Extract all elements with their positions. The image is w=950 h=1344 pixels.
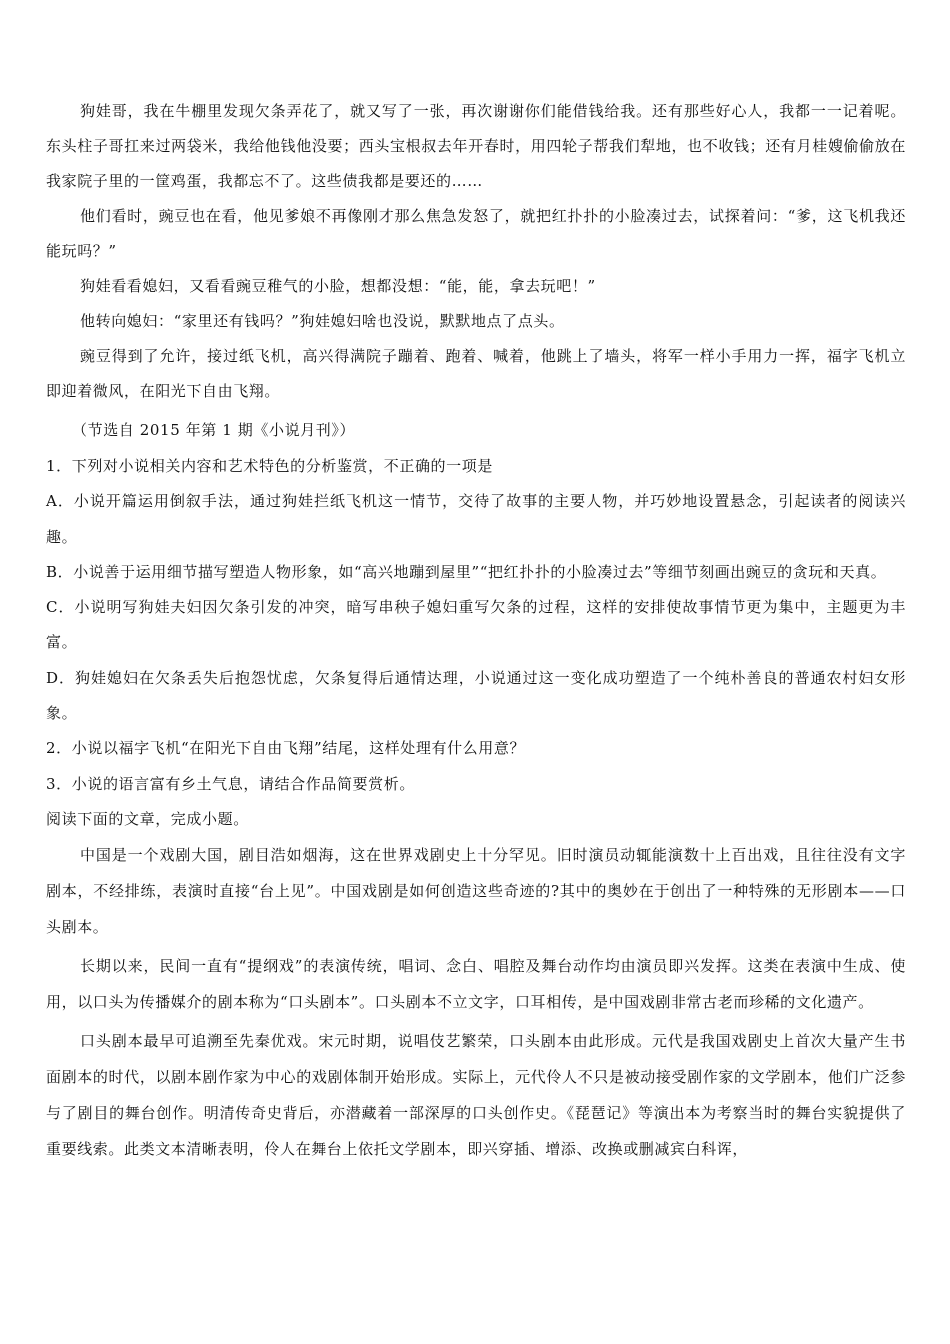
question-3: 3．小说的语言富有乡土气息，请结合作品简要赏析。 (46, 774, 415, 793)
story-paragraph: 他们看时，豌豆也在看，他见爹娘不再像刚才那么焦急发怒了，就把红扑扑的小脸凑过去，试探着问：“爹，这飞机我还能玩吗？” (46, 207, 906, 260)
question-2: 2．小说以福字飞机“在阳光下自由飞翔”结尾，这样处理有什么用意？ (46, 739, 526, 758)
article-paragraph: 口头剧本最早可追溯至先秦优戏。宋元时期，说唱伎艺繁荣，口头剧本由此形成。元代是我国戏剧史上首次大量产生书面剧本的时代，以剧本剧作家为中心的戏剧体制开始形成。实际上，元代伶人不只是被动接受剧作家的文学剧本，他们广泛参与了剧目的舞台创作。明清传奇史背后，亦潜藏着一部深厚的口头创作史。《琵琶记》等演出本为考察当时的舞台实貌提供了重要线索。此类文本清晰表明，伶人在舞台上依托文学剧本，即兴穿插、增添、改换或删减宾白科诨， (46, 1032, 906, 1159)
story-paragraph: 狗娃看看媳妇，又看看豌豆稚气的小脸，想都没想：“能，能，拿去玩吧！” (80, 277, 596, 295)
article-paragraph: 中国是一个戏剧大国，剧目浩如烟海，这在世界戏剧史上十分罕见。旧时演员动辄能演数十上百出戏，且往往没有文字剧本，不经排练，表演时直接“台上见”。中国戏剧是如何创造这些奇迹的?其中的奥妙在于创出了一种特殊的无形剧本——口头剧本。 (46, 846, 906, 937)
document-page (46, 94, 906, 1167)
story-paragraph: 豌豆得到了允许，接过纸飞机，高兴得满院子蹦着、跑着、喊着，他跳上了墙头，将军一样小手用力一挥，福字飞机立即迎着微风，在阳光下自由飞翔。 (46, 347, 906, 400)
story-paragraph: 狗娃哥，我在牛棚里发现欠条弄花了，就又写了一张，再次谢谢你们能借钱给我。还有那些好心人，我都一一记着呢。东头柱子哥扛来过两袋米，我给他钱他没要；西头宝根叔去年开春时，用四轮子帮我们犁地，也不收钱；还有月桂嫂偷偷放在我家院子里的一筐鸡蛋，我都忘不了。这些债我都是要还的…… (46, 102, 906, 190)
question-section (46, 449, 906, 837)
reading-instruction: 阅读下面的文章，完成小题。 (46, 809, 249, 828)
question-1-option-d: D．狗娃媳妇在欠条丢失后抱怨忧虑，欠条复得后通情达理，小说通过这一变化成功塑造了一个纯朴善良的普通农村妇女形象。 (46, 668, 906, 723)
story-source: （节选自 2015 年第 1 期《小说月刊》） (72, 421, 356, 439)
question-1-option-b: B．小说善于运用细节描写塑造人物形象，如“高兴地蹦到屋里”“把红扑扑的小脸凑过去”等细节刻画出豌豆的贪玩和天真。 (46, 562, 887, 581)
story-excerpt (46, 94, 906, 449)
story-paragraph: 他转向媳妇：“家里还有钱吗？”狗娃媳妇啥也没说，默默地点了点头。 (80, 312, 565, 330)
question-1-option-c: C．小说明写狗娃夫妇因欠条引发的冲突，暗写串秧子媳妇重写欠条的过程，这样的安排使故事情节更为集中，主题更为丰富。 (46, 598, 906, 652)
question-1-option-a: A．小说开篇运用倒叙手法，通过狗娃拦纸飞机这一情节，交待了故事的主要人物，并巧妙地设置悬念，引起读者的阅读兴趣。 (46, 492, 906, 546)
article-paragraph: 长期以来，民间一直有“提纲戏”的表演传统，唱词、念白、唱腔及舞台动作均由演员即兴发挥。这类在表演中生成、使用，以口头为传播媒介的剧本称为“口头剧本”。口头剧本不立文字，口耳相传，是中国戏剧非常古老而珍稀的文化遗产。 (46, 957, 906, 1012)
article-excerpt (46, 837, 906, 1167)
question-1-stem: 1．下列对小说相关内容和艺术特色的分析鉴赏，不正确的一项是 (46, 457, 493, 475)
